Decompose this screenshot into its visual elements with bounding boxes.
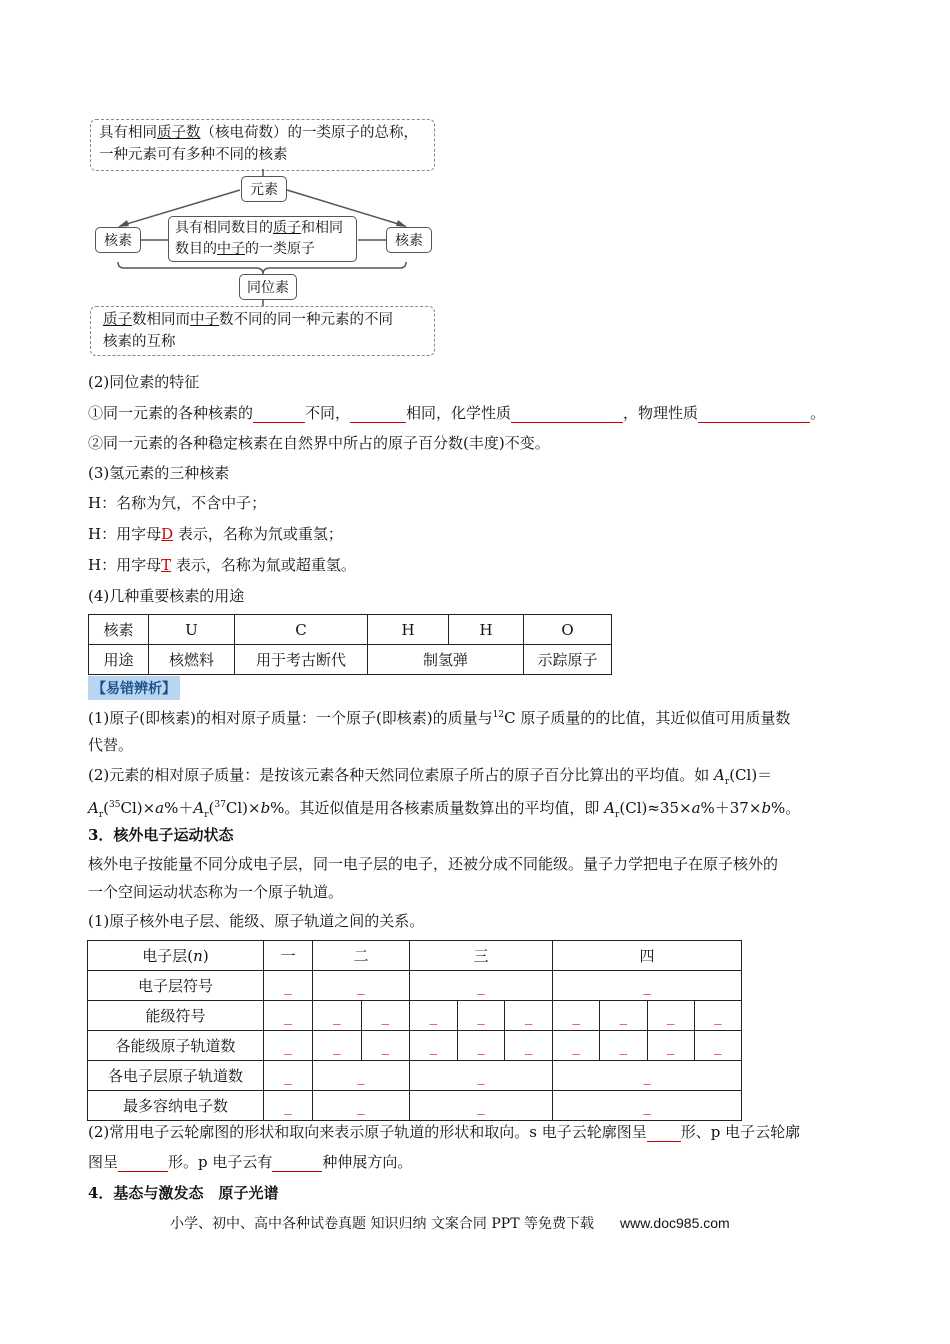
cell: 用途 xyxy=(89,645,149,675)
nuclide-left-node xyxy=(95,227,141,253)
blank-cell: _ xyxy=(264,971,313,1001)
n3hs: r xyxy=(615,810,620,820)
n3sup2: 37 xyxy=(214,800,226,810)
blank-cell: _ xyxy=(410,1091,553,1121)
mid-l1u: 质子 xyxy=(273,220,301,236)
p5b: 形。p 电子云有 xyxy=(168,1153,273,1171)
mid-l2u: 中子 xyxy=(217,241,245,257)
nuclide-left-label: 核素 xyxy=(104,233,132,249)
blank-cell: _ xyxy=(647,1031,694,1061)
n2b: A xyxy=(714,766,725,784)
blank-cell: _ xyxy=(694,1031,741,1061)
n3c: %＋ xyxy=(164,799,194,817)
iso-line2: 核素的互称 xyxy=(103,334,176,350)
def-line2: 一种元素可有多种不同的核素 xyxy=(99,147,288,163)
blank-cell: _ xyxy=(313,1031,362,1061)
mid-l1b: 和相同 xyxy=(301,220,343,236)
p5a: 图呈 xyxy=(88,1153,119,1171)
tip-tag: 【易错辨析】 xyxy=(88,676,180,700)
s3-p1: 核外电子按能量不同分成电子层，同一电子层的电子，还被分成不同能级。量子力学把电子在原子核外的 xyxy=(88,855,779,873)
h2-b: 表示，名称为氘或重氢； xyxy=(177,525,343,543)
s3-title: 3．核外电子运动状态 xyxy=(88,826,234,844)
footer-link[interactable]: www.doc985.com xyxy=(619,1215,730,1231)
blank-cell: _ xyxy=(313,1061,410,1091)
n3: A xyxy=(88,799,99,817)
sec4-title: (4)几种重要核素的用途 xyxy=(88,587,245,605)
def-underlined: 质子数 xyxy=(157,125,201,141)
p5c: 种伸展方向。 xyxy=(322,1153,413,1171)
nuclide-definition-box xyxy=(168,216,357,262)
blank-cell: _ xyxy=(553,1091,742,1121)
n1a: (1)原子(即核素)的相对原子质量：一个原子(即核素)的质量与 xyxy=(88,709,493,727)
header-cell xyxy=(88,941,264,971)
isotope-definition-box xyxy=(90,306,435,356)
electron-shell-table xyxy=(87,940,742,1121)
h2-letter: D xyxy=(161,525,174,543)
table-row xyxy=(88,1001,742,1031)
mid-l1a: 具有相同数目的 xyxy=(175,220,273,236)
h0b: ) xyxy=(202,947,209,965)
iso-u1: 质子 xyxy=(103,312,132,328)
blank-cell: _ xyxy=(694,1001,741,1031)
h0n: n xyxy=(193,947,203,965)
s2-c: 相同，化学性质 xyxy=(406,404,512,422)
blank-cell: _ xyxy=(361,1031,410,1061)
note-p2 xyxy=(88,765,772,792)
h1-line: H：名称为氕，不含中子； xyxy=(88,494,267,512)
blank-cell: _ xyxy=(457,1031,505,1061)
s3-p3: (1)原子核外电子层、能级、原子轨道之间的关系。 xyxy=(88,912,425,930)
n3i3: a xyxy=(691,799,701,817)
blank-cell: _ xyxy=(313,1091,410,1121)
nuclide-right-label: 核素 xyxy=(395,233,423,249)
table-row xyxy=(89,615,612,645)
n3i4: b xyxy=(761,799,772,817)
blank-cell: _ xyxy=(600,1031,647,1061)
sec2-line1 xyxy=(88,403,825,423)
blank-cell: _ xyxy=(600,1001,647,1031)
n3b: Cl)× xyxy=(120,799,156,817)
level-cell: 三 xyxy=(410,941,553,971)
n3i1: a xyxy=(155,799,165,817)
s2-b: 不同， xyxy=(305,404,351,422)
h0a: 电子层( xyxy=(142,947,194,965)
n3e: ( xyxy=(208,799,215,817)
cell: H xyxy=(449,615,524,645)
s2-e: 。 xyxy=(810,404,826,422)
s2-d: ，物理性质 xyxy=(623,404,699,422)
table-row xyxy=(89,645,612,675)
element-node xyxy=(241,176,287,202)
iso-t2: 数不同的同一种元素的不同 xyxy=(219,312,393,328)
h3-letter: T xyxy=(161,556,172,574)
cell: 核素 xyxy=(89,615,149,645)
n3g: %。其近似值是用各核素质量数算出的平均值，即 xyxy=(270,799,605,817)
row-label: 电子层符号 xyxy=(88,971,264,1001)
iso-t1: 数相同而 xyxy=(132,312,190,328)
blank-4 xyxy=(698,406,810,423)
iso-u2: 中子 xyxy=(190,312,219,328)
blank-cell: _ xyxy=(313,1001,362,1031)
n3f: Cl)× xyxy=(225,799,261,817)
p4a: (2)常用电子云轮廓图的形状和取向来表示原子轨道的形状和取向。s 电子云轮廓图呈 xyxy=(88,1123,647,1141)
blank-cell: _ xyxy=(410,1061,553,1091)
sec2-title: (2)同位素的特征 xyxy=(88,373,200,391)
n2a: (2)元素的相对原子质量：是按该元素各种天然同位素原子所占的原子百分比算出的平均值。如 xyxy=(88,766,715,784)
h3-line xyxy=(88,555,356,575)
s4-title: 4．基态与激发态 原子光谱 xyxy=(88,1184,279,1202)
h3-b: 表示，名称为氚或超重氢。 xyxy=(175,556,356,574)
n3k: %＋37× xyxy=(700,799,762,817)
s3-p5 xyxy=(88,1152,412,1172)
blank-cell: _ xyxy=(457,1001,505,1031)
element-label: 元素 xyxy=(250,182,278,198)
footer-text: 小学、初中、高中各种试卷真题 知识归纳 文案合同 PPT 等免费下载 xyxy=(170,1216,594,1232)
n3h: A xyxy=(604,799,616,817)
n1b: C 原子质量的的比值，其近似值可用质量数 xyxy=(504,709,791,727)
blank-cell: _ xyxy=(313,971,410,1001)
n3l: %。 xyxy=(771,799,801,817)
h2-a: H：用字母 xyxy=(88,525,162,543)
cell: U xyxy=(149,615,235,645)
blank-cell: _ xyxy=(647,1001,694,1031)
blank-cell: _ xyxy=(264,1091,313,1121)
nuclide-uses-table xyxy=(88,614,612,675)
cell: 示踪原子 xyxy=(524,645,612,675)
isotope-node xyxy=(239,274,297,300)
cell: 用于考古断代 xyxy=(235,645,368,675)
table-row xyxy=(88,971,742,1001)
mid-l2a: 数目的 xyxy=(175,241,217,257)
n3ds: r xyxy=(204,810,209,820)
blank-cell: _ xyxy=(410,971,553,1001)
table-row xyxy=(88,1031,742,1061)
blank-cell: _ xyxy=(264,1031,313,1061)
h2-line xyxy=(88,524,343,544)
n2c: (Cl)＝ xyxy=(729,766,773,784)
nuclide-right-node xyxy=(386,227,432,253)
footer xyxy=(170,1213,730,1233)
blank-cell: _ xyxy=(553,1001,600,1031)
blank-cell: _ xyxy=(264,1061,313,1091)
note-p1 xyxy=(88,705,790,728)
cell: O xyxy=(524,615,612,645)
cell: 制氢弹 xyxy=(368,645,524,675)
def-pre: 具有相同 xyxy=(99,125,157,141)
row-label: 最多容纳电子数 xyxy=(88,1091,264,1121)
blank-cell: _ xyxy=(361,1001,410,1031)
table-row xyxy=(88,941,742,971)
s3-p2: 一个空间运动状态称为一个原子轨道。 xyxy=(88,883,344,901)
blank-7 xyxy=(272,1155,322,1172)
blank-2 xyxy=(350,406,406,423)
blank-cell: _ xyxy=(553,971,742,1001)
n2bs: r xyxy=(724,777,730,787)
s2-a: ①同一元素的各种核素的 xyxy=(88,404,254,422)
sec2-line2: ②同一元素的各种稳定核素在自然界中所占的原子百分数(丰度)不变。 xyxy=(88,434,550,452)
level-cell: 四 xyxy=(553,941,742,971)
cell: 核燃料 xyxy=(149,645,235,675)
table-row xyxy=(88,1091,742,1121)
blank-cell: _ xyxy=(410,1031,458,1061)
table-row xyxy=(88,1061,742,1091)
cell: C xyxy=(235,615,368,645)
h3-a: H：用字母 xyxy=(88,556,162,574)
diagram-connectors xyxy=(0,0,950,320)
n1sup: 12 xyxy=(492,710,505,720)
n3i2: b xyxy=(260,799,271,817)
level-cell: 二 xyxy=(313,941,410,971)
mid-l2b: 的一类原子 xyxy=(245,241,315,257)
blank-6 xyxy=(118,1155,168,1172)
n3sup1: 35 xyxy=(109,800,121,810)
blank-cell: _ xyxy=(264,1001,313,1031)
def-post: （核电荷数）的一类原子的总称， xyxy=(200,125,418,141)
p4b: 形、p 电子云轮廓 xyxy=(680,1123,801,1141)
n3j: (Cl)≈35× xyxy=(619,799,692,817)
n3s: r xyxy=(98,810,104,820)
note-p3 xyxy=(88,795,800,825)
blank-cell: _ xyxy=(505,1001,553,1031)
blank-5 xyxy=(647,1125,681,1142)
note-p1c: 代替。 xyxy=(88,736,134,754)
level-cell: 一 xyxy=(264,941,313,971)
s3-p4 xyxy=(88,1122,800,1142)
isotope-label: 同位素 xyxy=(247,280,289,296)
blank-cell: _ xyxy=(553,1031,600,1061)
sec3-title: (3)氢元素的三种核素 xyxy=(88,464,230,482)
cell: H xyxy=(368,615,449,645)
blank-1 xyxy=(253,406,305,423)
n3d: A xyxy=(193,799,205,817)
blank-cell: _ xyxy=(410,1001,458,1031)
row-label: 各电子层原子轨道数 xyxy=(88,1061,264,1091)
row-label: 能级符号 xyxy=(88,1001,264,1031)
blank-cell: _ xyxy=(553,1061,742,1091)
n3a: ( xyxy=(103,799,110,817)
blank-cell: _ xyxy=(505,1031,553,1061)
row-label: 各能级原子轨道数 xyxy=(88,1031,264,1061)
blank-3 xyxy=(511,406,623,423)
